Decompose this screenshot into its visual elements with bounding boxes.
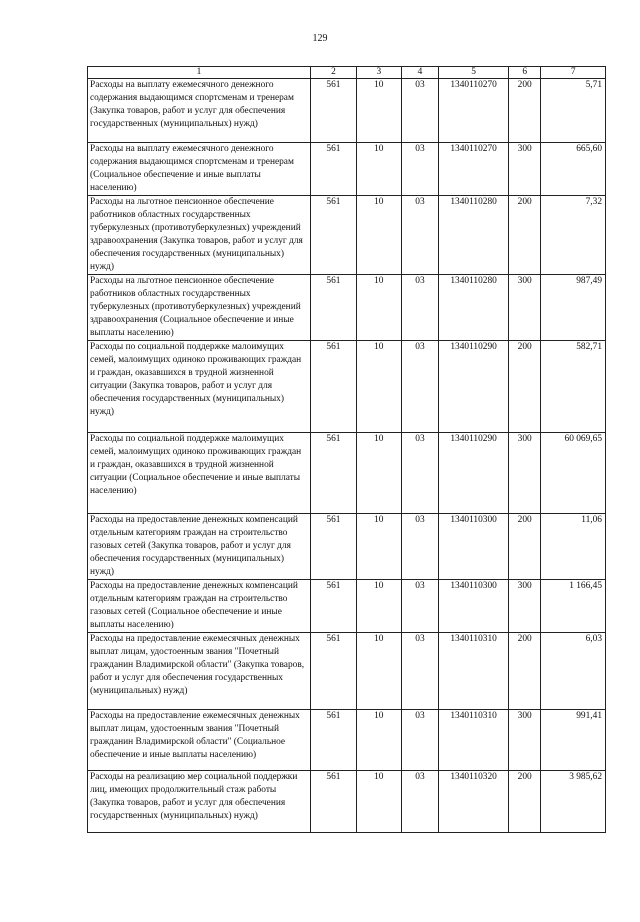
row-name-cell: Расходы на выплату ежемесячного денежного содержания выдающимся спортсменам и тренерам (Социальное обеспечение и иные выплаты населению) <box>88 143 311 196</box>
table-row <box>88 514 606 580</box>
department-code-cell: 561 <box>311 341 357 433</box>
expense-type-code-cell: 300 <box>509 580 541 633</box>
table-row <box>88 341 606 433</box>
target-item-code-cell: 1340110310 <box>439 710 509 771</box>
column-header-subsection: 4 <box>401 67 439 79</box>
subsection-code-cell: 03 <box>401 433 439 514</box>
row-name-cell: Расходы на реализацию мер социальной поддержки лиц, имеющих продолжительный стаж работы (Закупка товаров, работ и услуг для обеспечения государственных (муниципальных) нужд) <box>88 771 311 833</box>
column-header-expense-type: 6 <box>509 67 541 79</box>
row-name-cell: Расходы по социальной поддержке малоимущих семей, малоимущих одиноко проживающих граждан и граждан, оказавшихся в трудной жизненной ситуации (Социальное обеспечение и иные выплаты населению) <box>88 433 311 514</box>
expense-type-code-cell: 300 <box>509 710 541 771</box>
expense-type-code-cell: 300 <box>509 143 541 196</box>
amount-cell: 991,41 <box>541 710 606 771</box>
department-code-cell: 561 <box>311 275 357 341</box>
subsection-code-cell: 03 <box>401 710 439 771</box>
amount-cell: 7,32 <box>541 196 606 275</box>
expense-type-code-cell: 200 <box>509 771 541 833</box>
target-item-code-cell: 1340110310 <box>439 633 509 710</box>
column-header-name: 1 <box>88 67 311 79</box>
row-name-cell: Расходы на предоставление денежных компенсаций отдельным категориям граждан на строительство газовых сетей (Закупка товаров, работ и услуг для обеспечения государственных (муниципальных) нужд) <box>88 514 311 580</box>
column-header-section: 3 <box>356 67 401 79</box>
amount-cell: 987,49 <box>541 275 606 341</box>
row-name-cell: Расходы на предоставление денежных компенсаций отдельным категориям граждан на строительство газовых сетей (Социальное обеспечение и иные выплаты населению) <box>88 580 311 633</box>
table-row <box>88 580 606 633</box>
amount-cell: 5,71 <box>541 79 606 143</box>
column-header-department: 2 <box>311 67 357 79</box>
row-name-cell: Расходы на выплату ежемесячного денежного содержания выдающимся спортсменам и тренерам (Закупка товаров, работ и услуг для обеспечения государственных (муниципальных) нужд) <box>88 79 311 143</box>
expense-type-code-cell: 300 <box>509 275 541 341</box>
row-name-cell: Расходы по социальной поддержке малоимущих семей, малоимущих одиноко проживающих граждан и граждан, оказавшихся в трудной жизненной ситуации (Закупка товаров, работ и услуг для обеспечения государственных (муниципальных) нужд) <box>88 341 311 433</box>
section-code-cell: 10 <box>356 771 401 833</box>
row-name-cell: Расходы на предоставление ежемесячных денежных выплат лицам, удостоенным звания "Почетный гражданин Владимирской области" (Закупка товаров, работ и услуг для обеспечения государственных (муниципальных) нужд) <box>88 633 311 710</box>
section-code-cell: 10 <box>356 580 401 633</box>
subsection-code-cell: 03 <box>401 771 439 833</box>
table-row <box>88 275 606 341</box>
subsection-code-cell: 03 <box>401 196 439 275</box>
section-code-cell: 10 <box>356 633 401 710</box>
subsection-code-cell: 03 <box>401 341 439 433</box>
table-row <box>88 633 606 710</box>
section-code-cell: 10 <box>356 433 401 514</box>
section-code-cell: 10 <box>356 275 401 341</box>
row-name-cell: Расходы на предоставление ежемесячных денежных выплат лицам, удостоенным звания "Почетный гражданин Владимирской области" (Социальное обеспечение и иные выплаты населению) <box>88 710 311 771</box>
target-item-code-cell: 1340110270 <box>439 143 509 196</box>
section-code-cell: 10 <box>356 143 401 196</box>
table-row <box>88 196 606 275</box>
column-header-target-item: 5 <box>439 67 509 79</box>
amount-cell: 582,71 <box>541 341 606 433</box>
target-item-code-cell: 1340110300 <box>439 580 509 633</box>
amount-cell: 3 985,62 <box>541 771 606 833</box>
department-code-cell: 561 <box>311 771 357 833</box>
expense-type-code-cell: 200 <box>509 196 541 275</box>
target-item-code-cell: 1340110300 <box>439 514 509 580</box>
department-code-cell: 561 <box>311 79 357 143</box>
subsection-code-cell: 03 <box>401 514 439 580</box>
subsection-code-cell: 03 <box>401 79 439 143</box>
department-code-cell: 561 <box>311 196 357 275</box>
table-row <box>88 433 606 514</box>
target-item-code-cell: 1340110320 <box>439 771 509 833</box>
target-item-code-cell: 1340110290 <box>439 433 509 514</box>
department-code-cell: 561 <box>311 710 357 771</box>
table-row <box>88 771 606 833</box>
subsection-code-cell: 03 <box>401 633 439 710</box>
target-item-code-cell: 1340110290 <box>439 341 509 433</box>
target-item-code-cell: 1340110280 <box>439 196 509 275</box>
expense-type-code-cell: 200 <box>509 514 541 580</box>
expense-type-code-cell: 200 <box>509 79 541 143</box>
table-header-row <box>88 67 606 79</box>
table-row <box>88 710 606 771</box>
amount-cell: 1 166,45 <box>541 580 606 633</box>
department-code-cell: 561 <box>311 143 357 196</box>
section-code-cell: 10 <box>356 79 401 143</box>
column-header-amount: 7 <box>541 67 606 79</box>
department-code-cell: 561 <box>311 433 357 514</box>
table-row <box>88 143 606 196</box>
target-item-code-cell: 1340110270 <box>439 79 509 143</box>
row-name-cell: Расходы на льготное пенсионное обеспечение работников областных государственных туберкулезных (противотуберкулезных) учреждений здравоохранения (Социальное обеспечение и иные выплаты населению) <box>88 275 311 341</box>
section-code-cell: 10 <box>356 196 401 275</box>
expense-type-code-cell: 300 <box>509 433 541 514</box>
section-code-cell: 10 <box>356 710 401 771</box>
table-row <box>88 79 606 143</box>
target-item-code-cell: 1340110280 <box>439 275 509 341</box>
department-code-cell: 561 <box>311 633 357 710</box>
budget-expenditure-table <box>87 66 606 833</box>
expense-type-code-cell: 200 <box>509 633 541 710</box>
section-code-cell: 10 <box>356 514 401 580</box>
subsection-code-cell: 03 <box>401 143 439 196</box>
amount-cell: 60 069,65 <box>541 433 606 514</box>
amount-cell: 665,60 <box>541 143 606 196</box>
department-code-cell: 561 <box>311 580 357 633</box>
department-code-cell: 561 <box>311 514 357 580</box>
amount-cell: 6,03 <box>541 633 606 710</box>
subsection-code-cell: 03 <box>401 275 439 341</box>
subsection-code-cell: 03 <box>401 580 439 633</box>
section-code-cell: 10 <box>356 341 401 433</box>
page-number: 129 <box>312 33 328 44</box>
amount-cell: 11,06 <box>541 514 606 580</box>
expense-type-code-cell: 200 <box>509 341 541 433</box>
row-name-cell: Расходы на льготное пенсионное обеспечение работников областных государственных туберкулезных (противотуберкулезных) учреждений здравоохранения (Закупка товаров, работ и услуг для обеспечения государственных (муниципальных) нужд) <box>88 196 311 275</box>
